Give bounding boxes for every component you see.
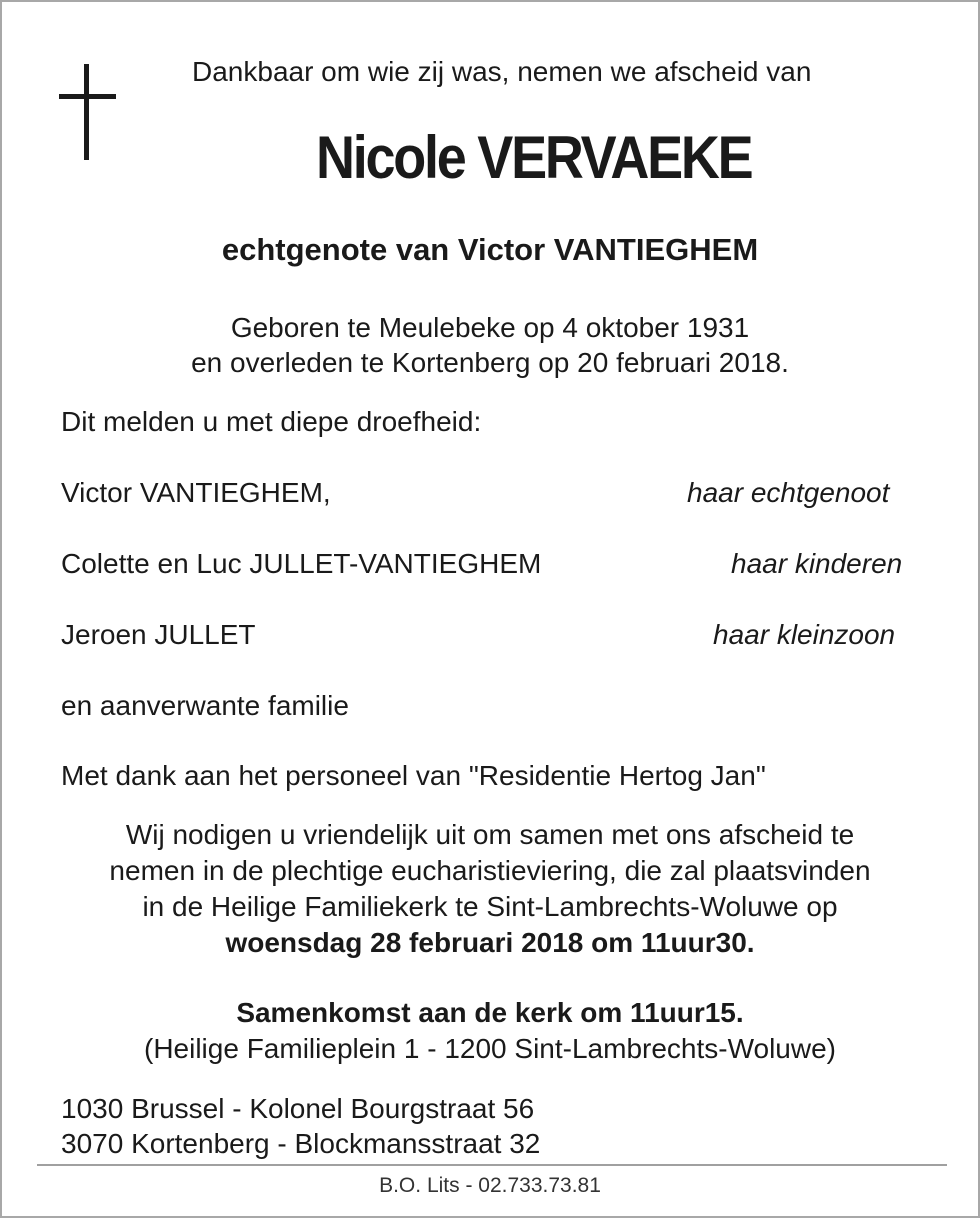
church-address: (Heilige Familieplein 1 - 1200 Sint-Lambrechts-Woluwe) [144, 1033, 836, 1064]
footer-divider [37, 1164, 947, 1166]
mourner-relation: haar kleinzoon [713, 619, 896, 650]
gathering-text: Samenkomst aan de kerk om 11uur15. [236, 997, 744, 1028]
mourner-name: Colette en Luc JULLET-VANTIEGHEM [61, 548, 542, 579]
spouse-line: echtgenote van Victor VANTIEGHEM [221, 232, 759, 267]
mourner-relation: haar kinderen [731, 548, 903, 579]
extended-family-text: en aanverwante familie [61, 690, 349, 721]
mourner-name: Victor VANTIEGHEM, [61, 477, 331, 508]
mourner-name: Jeroen JULLET [61, 619, 256, 650]
death-line: en overleden te Kortenberg op 20 februari 2018. [191, 347, 789, 378]
funeral-home-footer: B.O. Lits - 02.733.73.81 [379, 1174, 601, 1197]
ceremony-datetime: woensdag 28 februari 2018 om 11uur30. [225, 927, 755, 958]
thanks-text: Met dank aan het personeel van "Residentie Hertog Jan" [61, 760, 766, 791]
invitation-line: nemen in de plechtige eucharistieviering, die zal plaatsvinden [109, 855, 871, 886]
cross-icon [59, 64, 117, 162]
deceased-name: Nicole VERVAEKE [316, 124, 752, 191]
mourner-relation: haar echtgenoot [687, 477, 890, 508]
family-address: 1030 Brussel - Kolonel Bourgstraat 56 [61, 1093, 535, 1124]
invitation-line: in de Heilige Familiekerk te Sint-Lambrechts-Woluwe op [142, 891, 838, 922]
intro-text: Dankbaar om wie zij was, nemen we afscheid van [192, 56, 812, 87]
invitation-line: Wij nodigen u vriendelijk uit om samen met ons afscheid te [125, 819, 855, 850]
announcement-text: Dit melden u met diepe droefheid: [61, 406, 482, 437]
birth-line: Geboren te Meulebeke op 4 oktober 1931 [230, 312, 750, 343]
family-address: 3070 Kortenberg - Blockmansstraat 32 [61, 1128, 541, 1159]
